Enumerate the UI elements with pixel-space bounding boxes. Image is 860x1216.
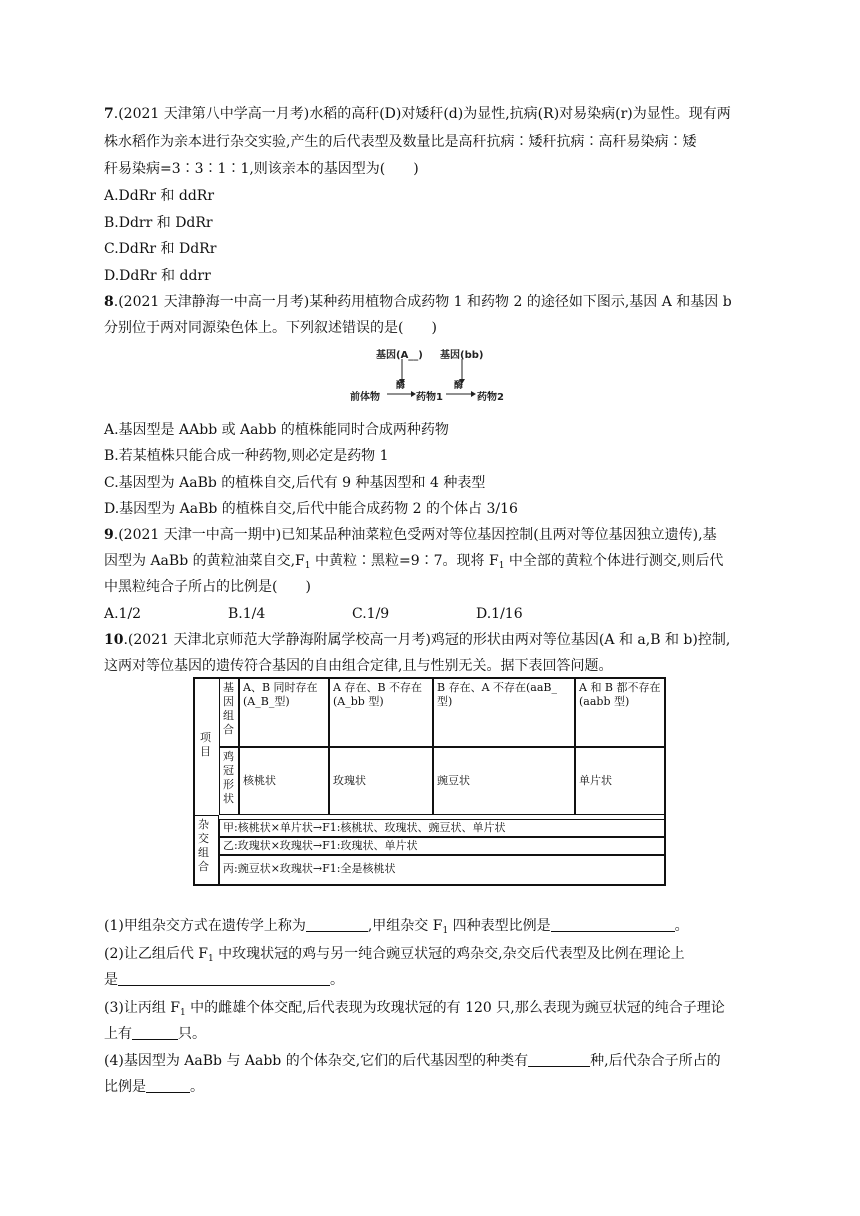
q9-options xyxy=(104,604,600,624)
q7-line1: 7.(2021 天津第八中学高一月考)水稻的高秆(D)对矮秆(d)为显性,抗病(R)对易染病(r)为显性。现有两 xyxy=(104,106,731,122)
q7-option-c: C.DdRr 和 DdRr xyxy=(104,241,217,257)
q7-option-a: A.DdRr 和 ddRr xyxy=(104,188,215,204)
q10-sub3-line1: (3)让丙组 $F_1$ 中的雌雄个体交配,后代表现为玫瑰状冠的有 120 只,那么表现为豌豆状冠的纯合子理论 xyxy=(104,1000,725,1018)
table-col3-header: B 存在、A 不存在(aaB_型) xyxy=(433,679,575,747)
q10-sub4-line2: 比例是 。 xyxy=(104,1079,204,1095)
table-gene-combo-header: 基因组合 xyxy=(219,679,239,747)
enzyme2-label: 酶 xyxy=(454,381,464,391)
pathway-diagram xyxy=(350,346,520,412)
table-item-header: 项目 xyxy=(200,731,211,758)
drug2-label: 药物2 xyxy=(477,392,504,403)
gene-a-label: 基因(A__) xyxy=(376,350,423,361)
table-shape3: 豌豆状 xyxy=(433,747,575,815)
table-col1-header: A、B 同时存在(A_B_型) xyxy=(239,679,329,747)
q9-line3: 中黑粒纯合子所占的比例是( ) xyxy=(104,579,311,595)
table-shape4: 单片状 xyxy=(575,747,664,815)
q9-line1: 9.(2021 天津一中高一期中)已知某品种油菜粒色受两对等位基因控制(且两对等位基因独立遗传),基 xyxy=(104,527,717,543)
q9-option-d: D.1/16 xyxy=(476,606,523,622)
q7-option-d: D.DdRr 和 ddrr xyxy=(104,268,211,284)
q10-line1: 10.(2021 天津北京师范大学静海附属学校高一月考)鸡冠的形状由两对等位基因(A 和 a,B 和 b)控制, xyxy=(104,632,731,648)
table-cross2: 乙:玫瑰状×玫瑰状→F1:玫瑰状、单片状 xyxy=(219,837,664,855)
q9-option-a: A.1/2 xyxy=(104,606,142,622)
q10-sub2-line1: (2)让乙组后代 $F_1$ 中玫瑰状冠的鸡与另一纯合豌豆状冠的鸡杂交,杂交后代表型及比例在理论上 xyxy=(104,946,685,964)
table-col2-header: A 存在、B 不存在(A_bb 型) xyxy=(329,679,433,747)
q7-line3: 秆易染病=3∶3∶1∶1,则该亲本的基因型为( ) xyxy=(104,161,419,177)
q10-sub3-line2: 上有 只。 xyxy=(104,1026,206,1042)
q8-option-a: A.基因型是 AAbb 或 Aabb 的植株能同时合成两种药物 xyxy=(104,422,449,438)
answer-blank-6[interactable] xyxy=(146,1078,190,1093)
q9-option-c: C.1/9 xyxy=(352,606,390,622)
table-comb-shape-header: 鸡冠形状 xyxy=(219,747,239,815)
q8-number: 8 xyxy=(104,294,114,310)
precursor-label: 前体物 xyxy=(350,392,380,403)
q9-number: 9 xyxy=(104,527,114,543)
q7-option-b: B.Ddrr 和 DdRr xyxy=(104,215,213,231)
table-cross3: 丙:豌豆状×玫瑰状→F1:全是核桃状 xyxy=(219,855,664,884)
q10-sub4-line1: (4)基因型为 AaBb 与 Aabb 的个体杂交,它们的后代基因型的种类有 种,后代杂合子所占的 xyxy=(104,1053,721,1069)
enzyme1-label: 酶 xyxy=(396,381,406,391)
gene-bb-label: 基因(bb) xyxy=(440,350,484,361)
q7-number: 7 xyxy=(104,106,114,122)
answer-blank-3[interactable] xyxy=(118,971,330,986)
table-shape2: 玫瑰状 xyxy=(329,747,433,815)
answer-blank-5[interactable] xyxy=(528,1052,590,1067)
q8-option-c: C.基因型为 AaBb 的植株自交,后代有 9 种基因型和 4 种表型 xyxy=(104,475,486,491)
q8-line1: 8.(2021 天津静海一中高一月考)某种药用植物合成药物 1 和药物 2 的途径如下图示,基因 A 和基因 b xyxy=(104,294,732,310)
q10-number: 10 xyxy=(104,632,124,648)
answer-blank-1[interactable] xyxy=(306,917,368,932)
drug1-label: 药物1 xyxy=(416,392,443,403)
table-col4-header: A 和 B 都不存在(aabb 型) xyxy=(575,679,664,747)
q10-sub2-line2: 是 。 xyxy=(104,972,344,988)
q8-line2: 分别位于两对同源染色体上。下列叙述错误的是( ) xyxy=(104,320,437,336)
answer-blank-2[interactable] xyxy=(551,917,675,932)
q10-line2: 这两对等位基因的遗传符合基因的自由组合定律,且与性别无关。据下表回答问题。 xyxy=(104,658,613,674)
table-shape1: 核桃状 xyxy=(239,747,329,815)
table-cross1: 甲:核桃状×单片状→F1:核桃状、玫瑰状、豌豆状、单片状 xyxy=(219,819,664,837)
answer-blank-4[interactable] xyxy=(132,1025,178,1040)
q7-line2: 株水稻作为亲本进行杂交实验,产生的后代表型及数量比是高秆抗病∶矮秆抗病∶高秆易染病∶矮 xyxy=(104,134,697,150)
q8-option-b: B.若某植株只能合成一种药物,则必定是药物 1 xyxy=(104,448,389,464)
comb-shape-table xyxy=(193,677,666,886)
q9-option-b: B.1/4 xyxy=(228,606,266,622)
table-cross-header: 杂交组合 xyxy=(195,815,219,884)
q10-sub1: (1)甲组杂交方式在遗传学上称为 ,甲组杂交 $F_1$ 四种表型比例是 。 xyxy=(104,918,689,936)
q8-option-d: D.基因型为 AaBb 的植株自交,后代中能合成药物 2 的个体占 3/16 xyxy=(104,501,518,517)
q9-line2: 因型为 AaBb 的黄粒油菜自交$,F_1$ 中黄粒∶黑粒=9∶7。现将 $F_1$ 中全部的黄粒个体进行测交,则后代 xyxy=(104,553,724,571)
